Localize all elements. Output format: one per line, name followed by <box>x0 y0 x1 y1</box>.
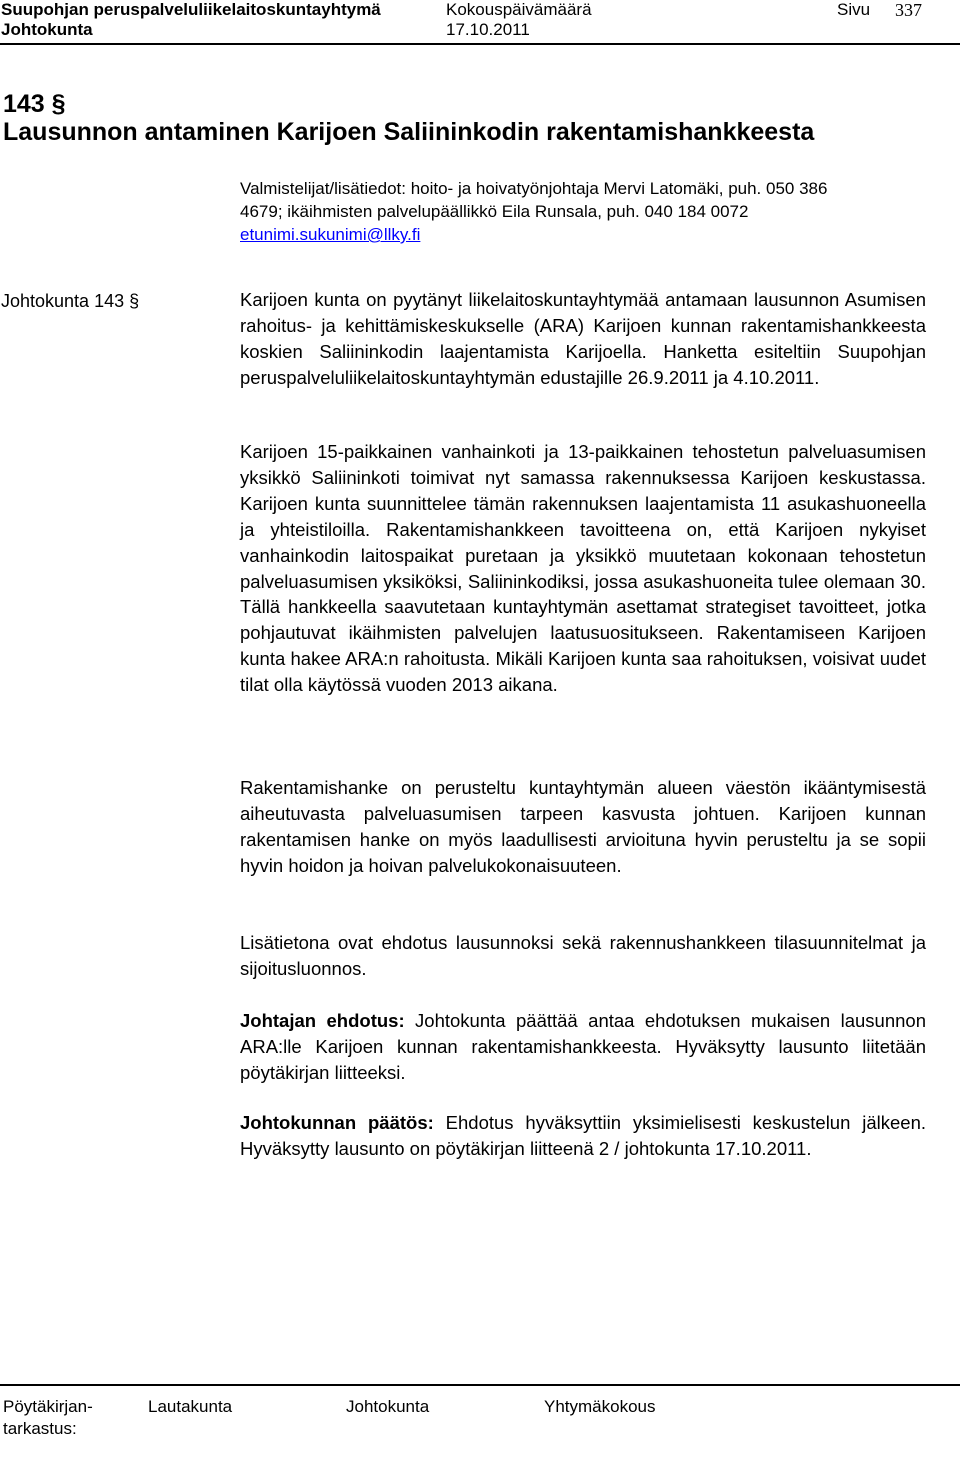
meeting-date: 17.10.2011 <box>446 20 530 39</box>
footer-lautakunta: Lautakunta <box>148 1397 233 1416</box>
meeting-date-label: Kokouspäivämäärä <box>446 0 592 19</box>
section-symbol: § <box>51 90 66 118</box>
proposal-paragraph <box>240 1008 926 1086</box>
section-title: Lausunnon antaminen Karijoen Saliininkodin rakentamishankkeesta <box>3 118 815 146</box>
preparers-line-2: 4679; ikäihmisten palvelupäällikkö Eila Runsala, puh. 040 184 0072 <box>240 202 749 221</box>
agenda-item-label <box>1 288 139 314</box>
preparers-line-1: Valmistelijat/lisätiedot: hoito- ja hoivatyönjohtaja Mervi Latomäki, puh. 050 386 <box>240 179 828 198</box>
proposal-text: Johtokunta päättää antaa ehdotuksen mukaisen lausunnon ARA:lle Karijoen kunnan rakentamishankkeesta. Hyväksytty lausunto liitetään pöytäkirjan liitteeksi. <box>240 1010 926 1083</box>
paragraph-3: Rakentamishanke on perusteltu kuntayhtymän alueen väestön ikääntymisestä aiheutuvasta palveluasumisen tarpeen kasvusta johtuen. Karijoen kunnan rakentamisen hanke on myös laadullisesti arvioituna hyvin perusteltu ja se sopii hyvin hoidon ja hoivan palvelukokonaisuuteen. <box>240 777 926 876</box>
page-number: 337 <box>895 0 922 20</box>
section-number-line <box>3 89 66 119</box>
agenda-item-text: Johtokunta 143 <box>1 291 125 311</box>
decision-text: Ehdotus hyväksyttiin yksimielisesti keskustelun jälkeen. Hyväksytty lausunto on pöytäkirjan liitteenä 2 / johtokunta 17.10.2011. <box>240 1112 927 1159</box>
paragraph-4: Lisätietona ovat ehdotus lausunnoksi sekä rakennushankkeen tilasuunnitelmat ja sijoitusluonnos. <box>240 932 926 979</box>
paragraph-1: Karijoen kunta on pyytänyt liikelaitoskuntayhtymää antamaan lausunnon Asumisen rahoitus- ja kehittämiskeskukselle (ARA) Karijoen kunnan rakentamishankkeesta koskien Saliininkodin laajentamista Karijoella. Hanketta esiteltiin Suupohjan peruspalveluliikelaitoskuntayhtymän edustajille 26.9.2011 ja 4.10.2011. <box>240 289 926 388</box>
organization-name: Suupohjan peruspalveluliikelaitoskuntayhtymä <box>1 0 381 19</box>
footer-checking-line-2: tarkastus: <box>3 1419 77 1438</box>
body-name: Johtokunta <box>1 20 93 39</box>
footer-johtokunta: Johtokunta <box>346 1397 430 1416</box>
footer-yhtymakokous: Yhtymäkokous <box>544 1397 656 1416</box>
preparers-email-link[interactable]: etunimi.sukunimi@llky.fi <box>240 225 421 244</box>
footer-divider <box>0 1384 960 1386</box>
proposal-label: Johtajan ehdotus: <box>240 1010 405 1031</box>
decision-paragraph <box>240 1110 926 1162</box>
paragraph-2: Karijoen 15-paikkainen vanhainkoti ja 13-paikkainen tehostetun palveluasumisen yksikkö Saliininkoti toimivat nyt samassa rakennuksessa Karijoen keskustassa. Karijoen kunta suunnittelee tämän rakennuksen laajentamista 11 asukashuoneella ja yhteistiloilla. Rakentamishankkeen tavoitteena on, että Karijoen nykyiset vanhainkodin laitospaikat puretaan ja yksikkö muutetaan kokonaan tehostetun palveluasumisen yksiköksi, Saliininkodiksi, jossa asukashuoneita tulee olemaan 30. Tällä hankkeella saavutetaan kuntayhtymän asettamat strategiset tavoitteet, jotka pohjautuvat ikäihmisten palvelujen laatusuositukseen. Rakentamiseen Karijoen kunta hakee ARA:n rahoitusta. Mikäli Karijoen kunta saa rahoituksen, voisivat uudet tilat olla käytössä vuoden 2013 aikana. <box>240 441 926 696</box>
header-divider <box>0 43 960 45</box>
section-number: 143 <box>3 90 45 118</box>
decision-label: Johtokunnan päätös: <box>240 1112 434 1133</box>
footer-checking-line-1: Pöytäkirjan- <box>3 1397 93 1416</box>
page-label: Sivu <box>837 0 871 19</box>
agenda-item-symbol: § <box>129 291 140 311</box>
